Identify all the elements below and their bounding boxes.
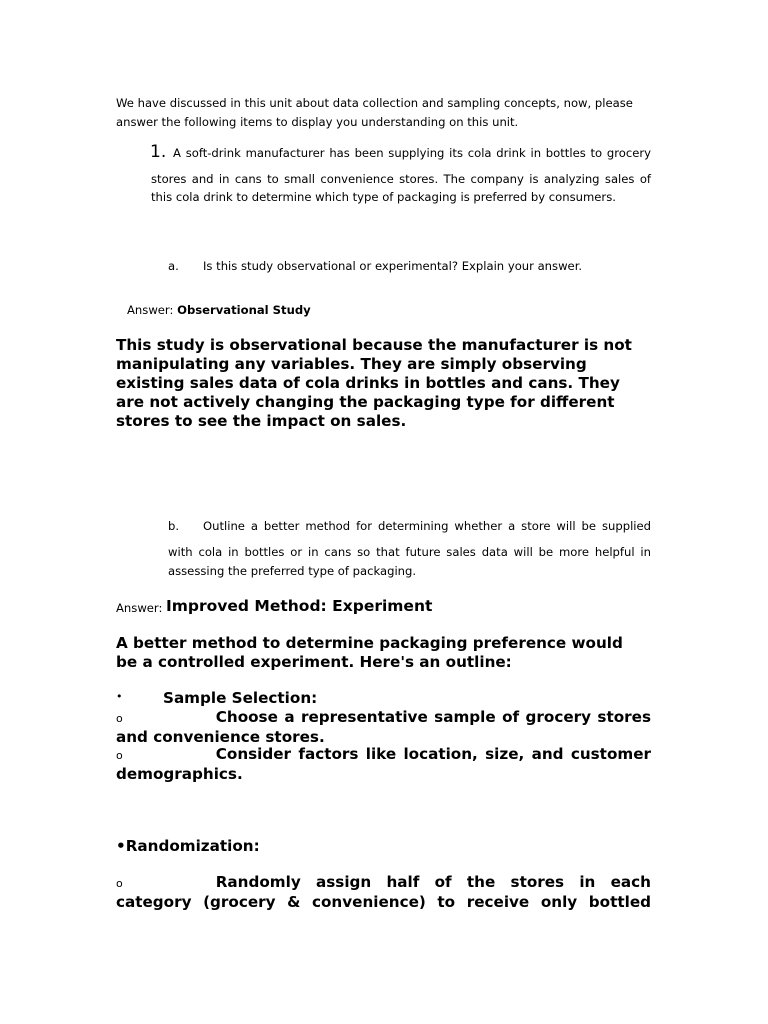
part-b-question-line-2: with cola in bottles or in cans so that future sales data will be more helpful in <box>168 545 651 559</box>
part-a-explanation <box>116 336 656 431</box>
randomization-item-1 <box>116 873 651 912</box>
bullet-icon: • <box>116 690 123 703</box>
sub-bullet-icon: o <box>116 712 123 725</box>
part-a-explanation-line: This study is observational because the manufacturer is not <box>116 336 632 354</box>
part-a-explanation-line: existing sales data of cola drinks in bottles and cans. They <box>116 374 620 392</box>
sample-selection-item-1-line-1: Choose a representative sample of grocery stores <box>215 708 651 726</box>
part-b-question-line-1: Outline a better method for determining whether a store will be supplied <box>203 519 651 533</box>
question-1-line-2: stores and in cans to small convenience stores. The company is analyzing sales of <box>151 172 651 186</box>
randomization-heading: •Randomization: <box>116 837 260 855</box>
question-1-line-3: this cola drink to determine which type of packaging is preferred by consumers. <box>151 190 616 204</box>
sample-selection-item-2-line-2: demographics. <box>116 765 243 783</box>
part-a-explanation-line: are not actively changing the packaging type for different <box>116 393 615 411</box>
part-b-intro-line: A better method to determine packaging preference would <box>116 634 623 652</box>
part-a-marker: a. <box>168 259 179 273</box>
randomization-item-1-line-2: category (grocery & convenience) to receive only bottled <box>116 893 651 911</box>
sample-selection-item-2-line-1: Consider factors like location, size, and customer <box>215 745 651 763</box>
question-1-number: 1. <box>150 142 167 162</box>
part-a-question: Is this study observational or experimental? Explain your answer. <box>203 259 583 273</box>
part-a-explanation-line: manipulating any variables. They are simply observing <box>116 355 587 373</box>
part-b-marker: b. <box>168 519 180 533</box>
part-a-answer-line <box>127 301 311 320</box>
part-a-explanation-line: stores to see the impact on sales. <box>116 412 407 430</box>
sample-selection-item-1 <box>116 708 651 747</box>
sample-selection-heading: Sample Selection: <box>163 689 318 707</box>
sample-selection-item-2 <box>116 745 651 784</box>
part-b-intro <box>116 634 656 672</box>
sub-bullet-icon: o <box>116 749 123 762</box>
sample-selection-item-1-line-2: and convenience stores. <box>116 728 325 746</box>
sub-bullet-icon: o <box>116 877 123 890</box>
part-a-answer-label: Answer: <box>127 303 174 317</box>
randomization-item-1-line-1: Randomly assign half of the stores in each <box>215 873 651 891</box>
intro-paragraph: We have discussed in this unit about data collection and sampling concepts, now, please answer the following items to display you understanding on this unit. <box>116 96 633 129</box>
part-a-answer-title: Observational Study <box>177 303 311 317</box>
part-b-intro-line: be a controlled experiment. Here's an outline: <box>116 653 512 671</box>
part-b-question-line-3: assessing the preferred type of packaging. <box>168 564 417 578</box>
part-b-answer-label: Answer: <box>116 601 163 615</box>
part-b-question-continuation <box>168 543 651 581</box>
part-b-answer-title: Improved Method: Experiment <box>166 597 433 615</box>
question-1-continuation <box>151 170 651 206</box>
question-1-line-1: A soft-drink manufacturer has been supplying its cola drink in bottles to grocery <box>173 146 651 160</box>
